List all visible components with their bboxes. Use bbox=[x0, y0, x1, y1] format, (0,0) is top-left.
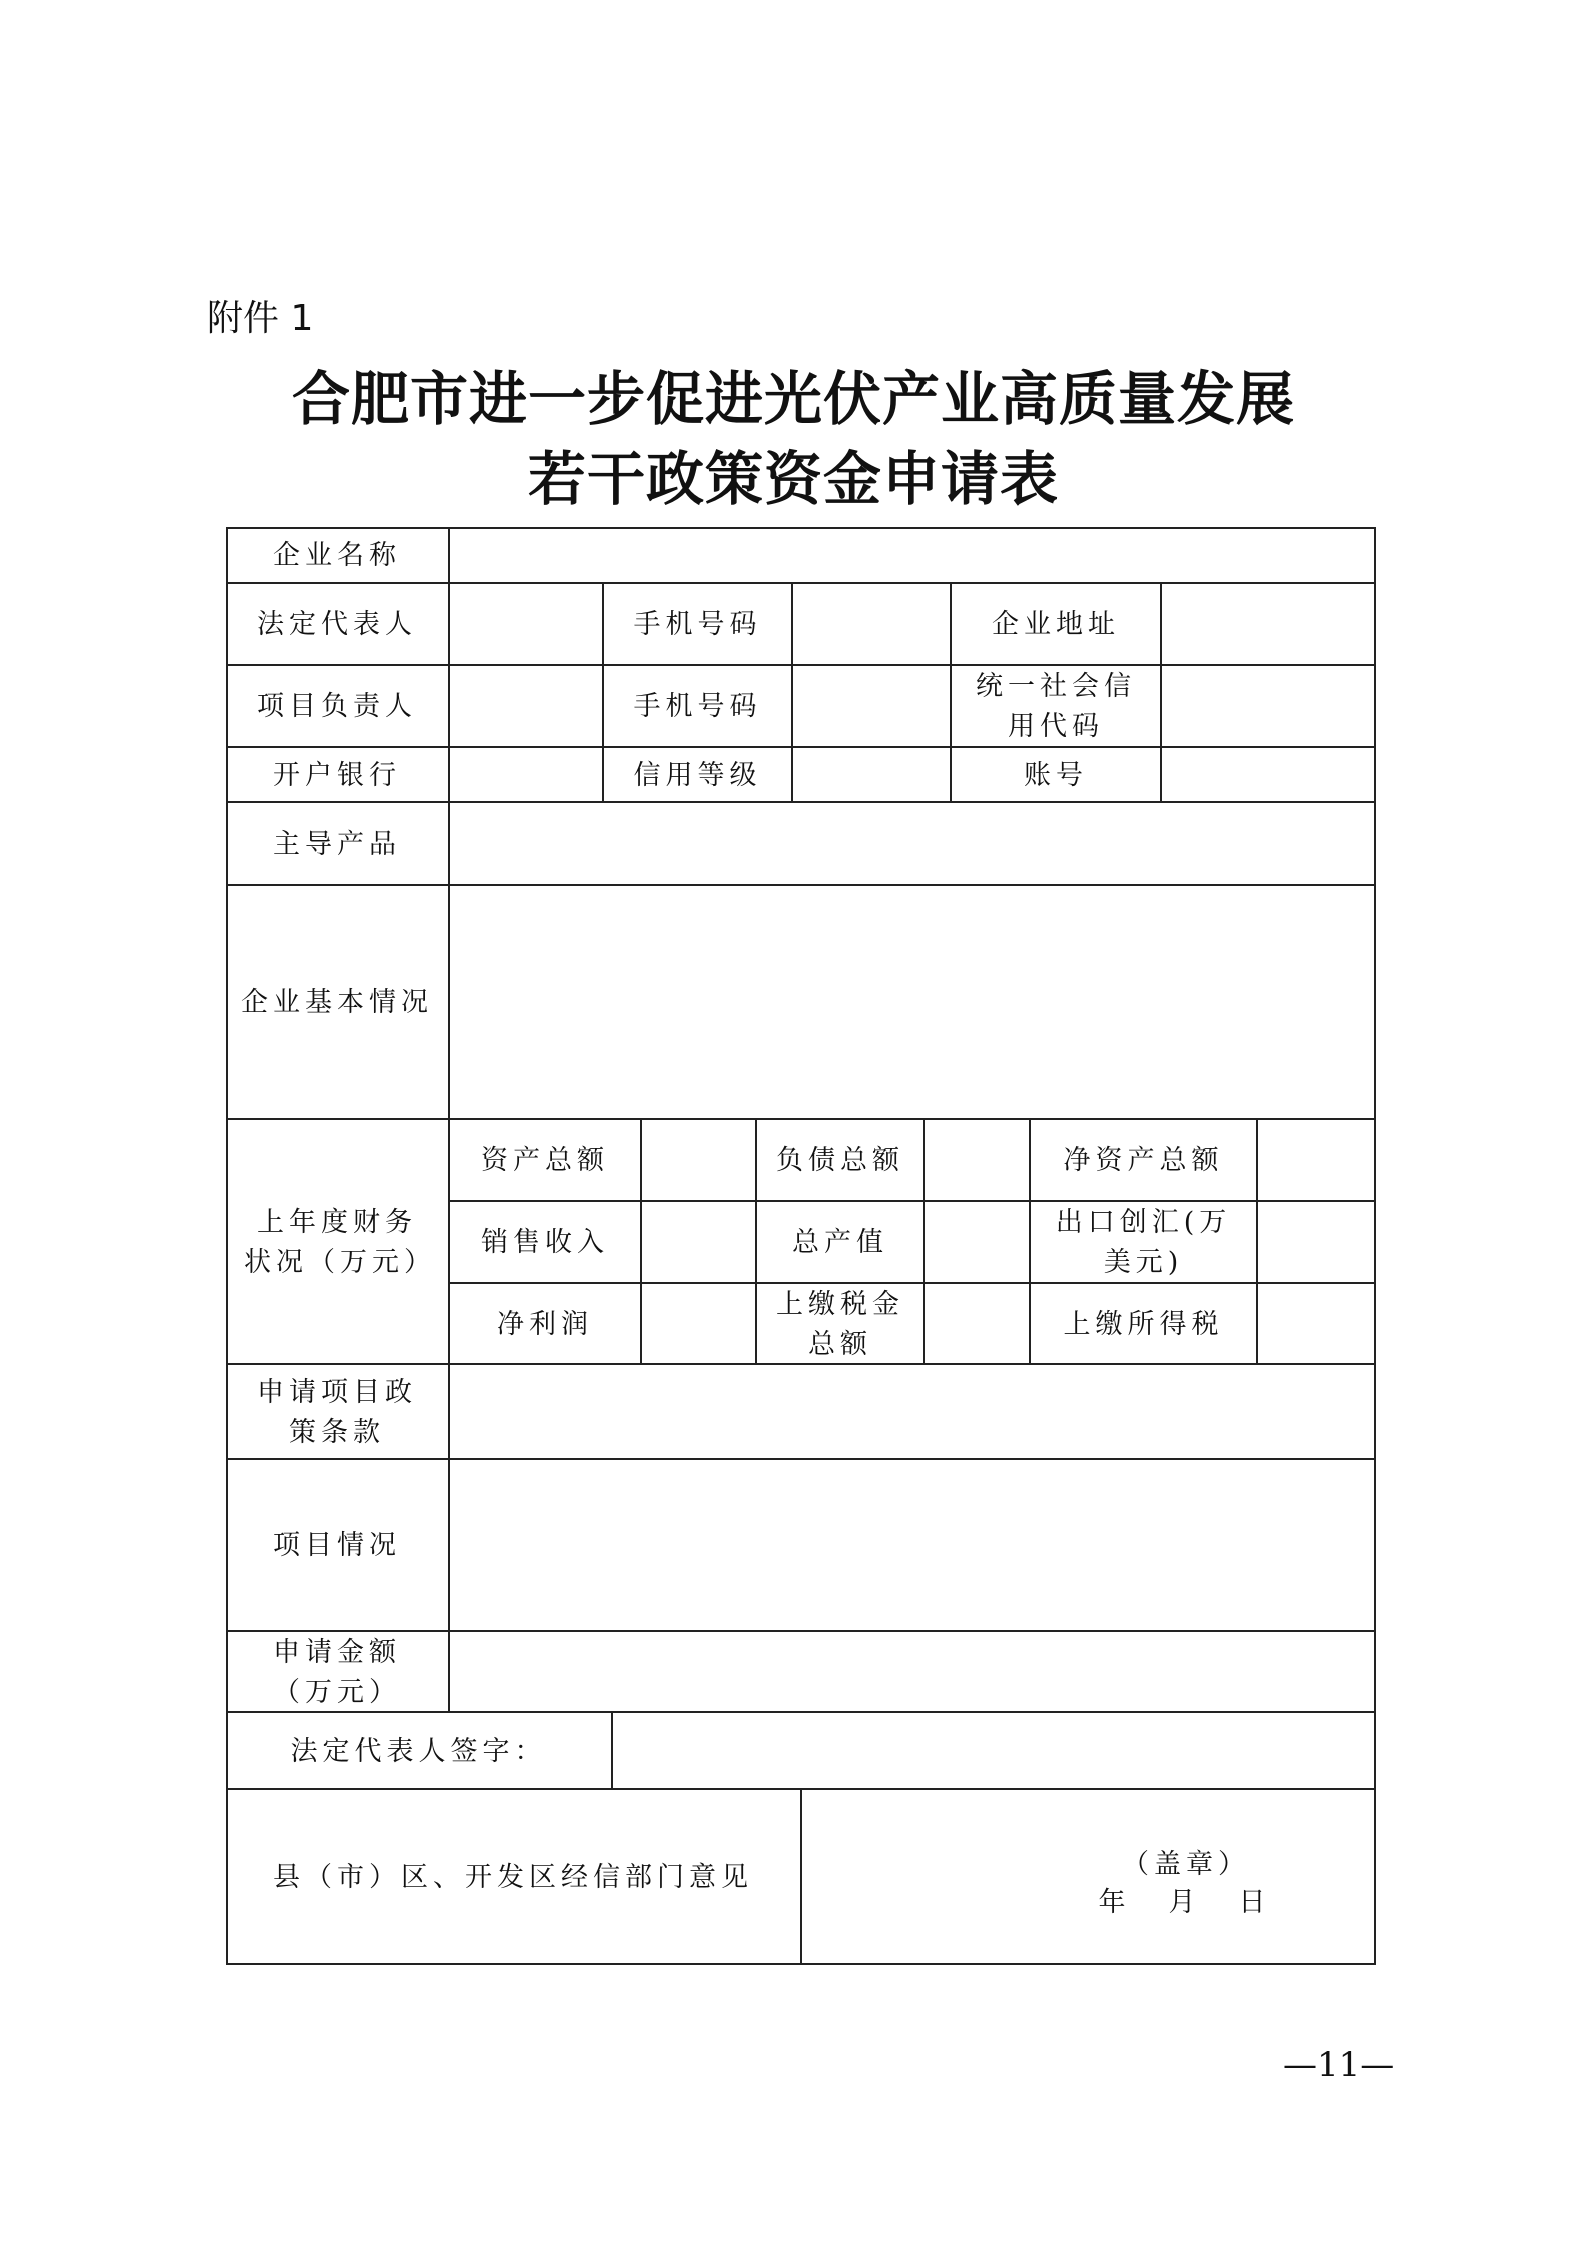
seal-label: （盖章） bbox=[1122, 1849, 1250, 1880]
table-rule bbox=[1374, 527, 1376, 1965]
requested-amount-input[interactable] bbox=[450, 1632, 1374, 1711]
credit-rating-label: 信用等级 bbox=[633, 759, 762, 791]
net-assets-label: 净资产总额 bbox=[1063, 1145, 1224, 1176]
mobile-label: 手机号码 bbox=[633, 691, 762, 722]
application-form-table bbox=[226, 527, 1374, 1965]
income-tax-paid-input[interactable] bbox=[1258, 1284, 1374, 1363]
company-overview-input[interactable] bbox=[450, 886, 1374, 1118]
bank-label: 开户银行 bbox=[273, 759, 401, 791]
credit-rating-input[interactable] bbox=[793, 748, 950, 801]
legal-rep-label: 法定代表人 bbox=[257, 609, 417, 640]
bank-input[interactable] bbox=[450, 748, 602, 801]
policy-clause-input[interactable] bbox=[450, 1365, 1374, 1458]
attachment-label: 附件 1 bbox=[207, 298, 314, 339]
legal-rep-input[interactable] bbox=[450, 584, 602, 664]
net-profit-input[interactable] bbox=[642, 1284, 755, 1363]
page-title-line-2: 若干政策资金申请表 bbox=[527, 445, 1059, 513]
page-number: —11— bbox=[1283, 2045, 1395, 2085]
net-profit-label: 净利润 bbox=[497, 1308, 593, 1340]
page-title-line-1: 合肥市进一步促进光伏产业高质量发展 bbox=[291, 365, 1295, 433]
total-tax-paid-input[interactable] bbox=[925, 1284, 1029, 1363]
requested-amount-label: 申请金额（万元） bbox=[273, 1636, 401, 1708]
credit-code-input[interactable] bbox=[1162, 666, 1374, 746]
sales-revenue-label: 销售收入 bbox=[481, 1227, 609, 1258]
main-products-input[interactable] bbox=[450, 803, 1374, 884]
export-earnings-label: 出口创汇(万美元) bbox=[1055, 1207, 1232, 1278]
total-assets-label: 资产总额 bbox=[481, 1145, 609, 1176]
credit-code-label: 统一社会信用代码 bbox=[976, 671, 1136, 742]
total-output-input[interactable] bbox=[925, 1202, 1029, 1282]
project-details-input[interactable] bbox=[450, 1460, 1374, 1630]
date-label: 年 月 日 bbox=[1098, 1887, 1274, 1918]
total-liabilities-label: 负债总额 bbox=[776, 1145, 904, 1176]
financial-status-label: 上年度财务状况（万元） bbox=[244, 1206, 436, 1278]
total-assets-input[interactable] bbox=[642, 1120, 755, 1200]
main-products-label: 主导产品 bbox=[273, 828, 401, 860]
legal-rep-mobile-input[interactable] bbox=[793, 584, 950, 664]
account-number-label: 账号 bbox=[1024, 759, 1088, 791]
total-output-label: 总产值 bbox=[792, 1227, 888, 1258]
sales-revenue-input[interactable] bbox=[642, 1202, 755, 1282]
legal-rep-signature-label: 法定代表人签字： bbox=[290, 1735, 547, 1767]
project-details-label: 项目情况 bbox=[273, 1530, 401, 1561]
legal-rep-signature-input[interactable] bbox=[613, 1713, 1374, 1788]
company-name-label: 企业名称 bbox=[273, 539, 401, 571]
project-lead-label: 项目负责人 bbox=[257, 691, 417, 722]
account-number-input[interactable] bbox=[1162, 748, 1374, 801]
mobile-label: 手机号码 bbox=[633, 609, 762, 640]
total-tax-paid-label: 上缴税金总额 bbox=[776, 1288, 904, 1360]
company-name-input[interactable] bbox=[450, 529, 1374, 582]
income-tax-paid-label: 上缴所得税 bbox=[1063, 1308, 1224, 1340]
company-overview-label: 企业基本情况 bbox=[241, 987, 433, 1018]
policy-clause-label: 申请项目政策条款 bbox=[257, 1376, 417, 1448]
dept-opinion-label: 县（市）区、开发区经信部门意见 bbox=[273, 1861, 753, 1893]
company-address-input[interactable] bbox=[1162, 584, 1374, 664]
total-liabilities-input[interactable] bbox=[925, 1120, 1029, 1200]
net-assets-input[interactable] bbox=[1258, 1120, 1374, 1200]
export-earnings-input[interactable] bbox=[1258, 1202, 1374, 1282]
project-lead-input[interactable] bbox=[450, 666, 602, 746]
project-lead-mobile-input[interactable] bbox=[793, 666, 950, 746]
company-address-label: 企业地址 bbox=[992, 609, 1120, 640]
